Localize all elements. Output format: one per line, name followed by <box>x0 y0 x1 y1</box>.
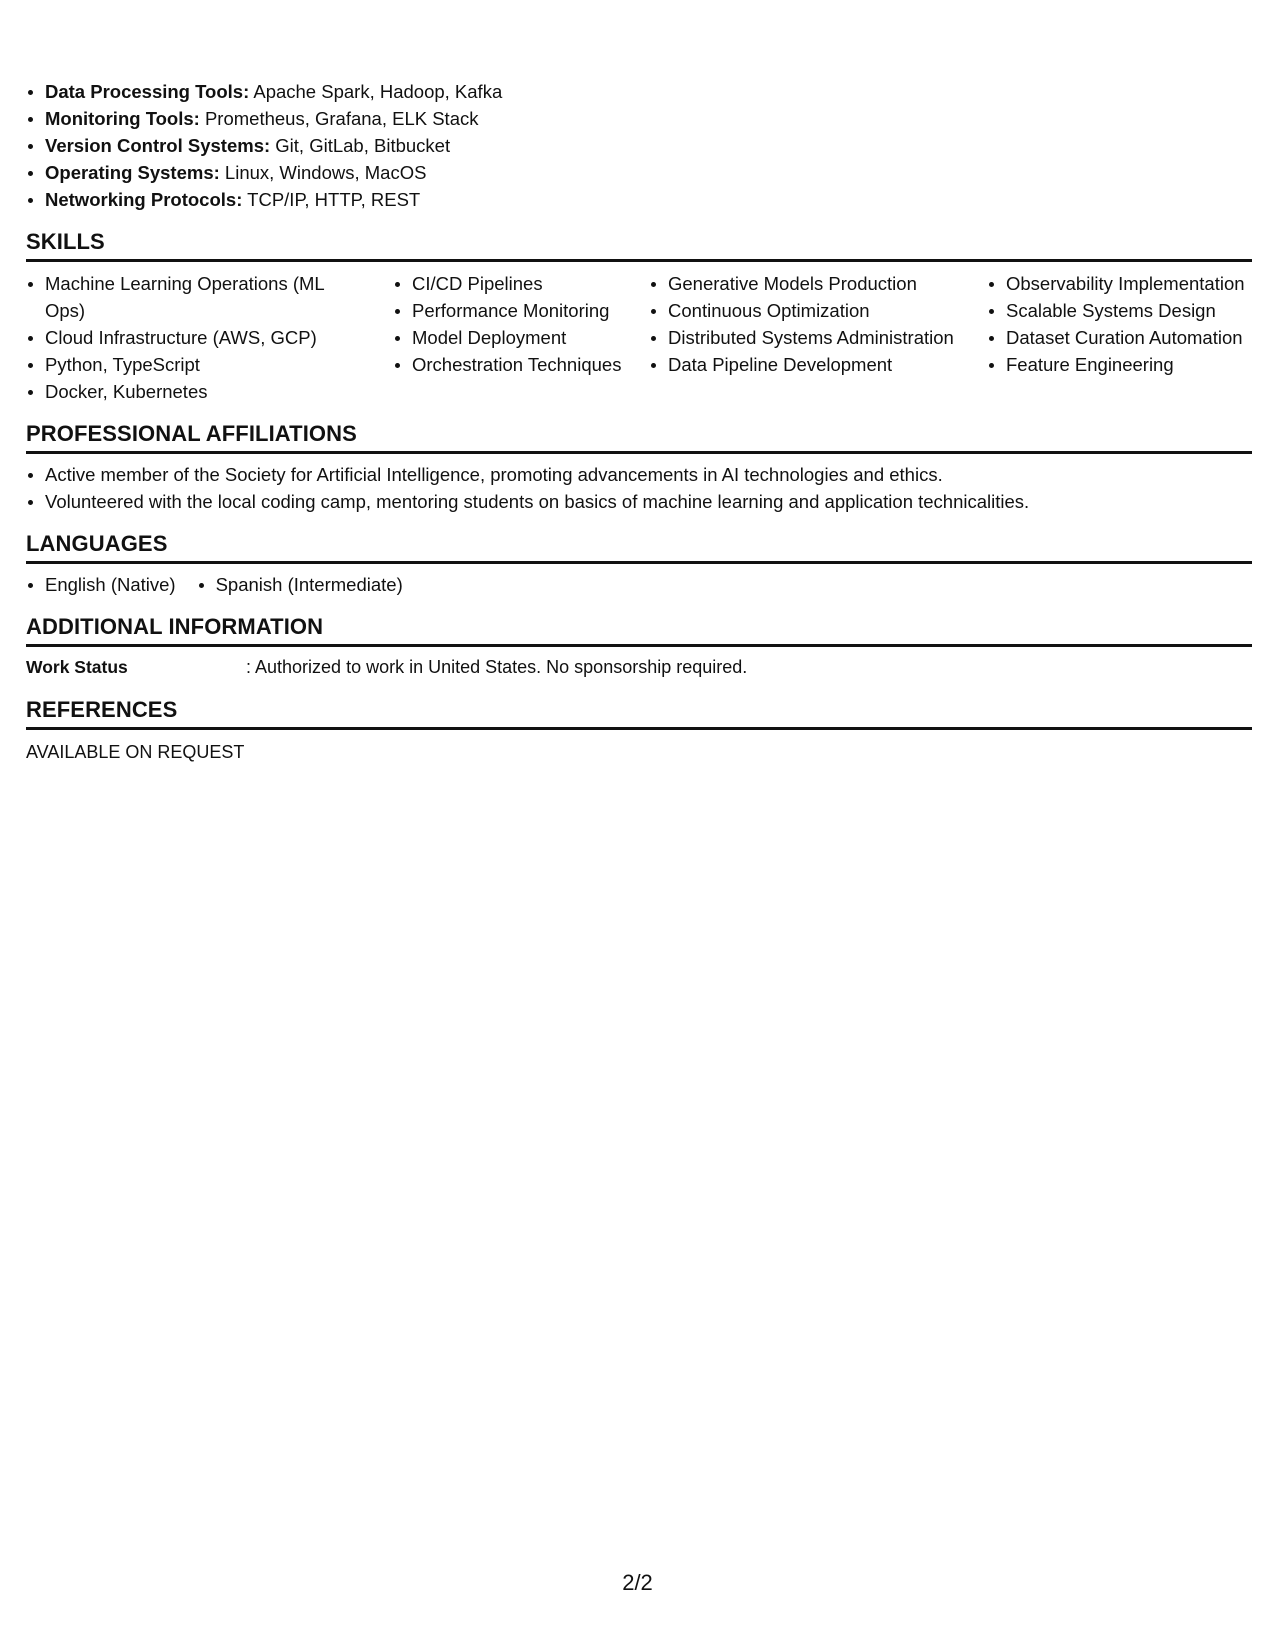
list-item <box>45 105 1252 132</box>
list-item: Observability Implementation <box>1006 270 1246 297</box>
tools-list <box>26 78 1252 213</box>
tool-label: Networking Protocols: <box>45 189 243 210</box>
list-item: Scalable Systems Design <box>1006 297 1246 324</box>
list-item: Active member of the Society for Artificial Intelligence, promoting advancements in AI technologies and ethics. <box>45 461 1252 488</box>
tool-value: TCP/IP, HTTP, REST <box>242 189 421 210</box>
skills-column <box>393 270 649 405</box>
list-item: Python, TypeScript <box>45 351 337 378</box>
list-item <box>45 78 1252 105</box>
list-item: Feature Engineering <box>1006 351 1246 378</box>
tool-value: Apache Spark, Hadoop, Kafka <box>249 81 503 102</box>
work-status-row <box>26 647 1252 681</box>
list-item: English (Native) <box>45 571 176 598</box>
list-item: Orchestration Techniques <box>412 351 632 378</box>
references-text: AVAILABLE ON REQUEST <box>26 742 245 762</box>
list-item: CI/CD Pipelines <box>412 270 632 297</box>
section-title: SKILLS <box>26 213 1252 262</box>
list-item: Docker, Kubernetes <box>45 378 337 405</box>
tool-label: Version Control Systems: <box>45 135 271 156</box>
skills-column <box>987 270 1252 405</box>
section-title: REFERENCES <box>26 681 1252 730</box>
tool-label: Operating Systems: <box>45 162 220 183</box>
skills-column <box>649 270 987 405</box>
section-title: ADDITIONAL INFORMATION <box>26 598 1252 647</box>
list-item: Volunteered with the local coding camp, mentoring students on basics of machine learning and application technicalities. <box>45 488 1252 515</box>
affiliations-list <box>26 454 1252 515</box>
work-status-label: Work Status <box>26 657 128 677</box>
work-status-value: : Authorized to work in United States. No sponsorship required. <box>246 657 748 677</box>
affiliations-section <box>26 405 1252 515</box>
tool-value: Git, GitLab, Bitbucket <box>270 135 451 156</box>
languages-list <box>26 564 1252 598</box>
list-item: Distributed Systems Administration <box>668 324 968 351</box>
list-item: Model Deployment <box>412 324 632 351</box>
list-item: Machine Learning Operations (ML Ops) <box>45 270 337 324</box>
tool-label: Monitoring Tools: <box>45 108 200 129</box>
skills-column <box>26 270 393 405</box>
section-title: LANGUAGES <box>26 515 1252 564</box>
list-item: Performance Monitoring <box>412 297 632 324</box>
list-item: Spanish (Intermediate) <box>216 571 403 598</box>
list-item <box>45 186 1252 213</box>
list-item <box>45 159 1252 186</box>
tool-label: Data Processing Tools: <box>45 81 250 102</box>
skills-grid <box>26 262 1252 405</box>
references-section <box>26 681 1252 766</box>
resume-page <box>26 78 1252 766</box>
page-number: 2/2 <box>622 1570 653 1595</box>
additional-info-section <box>26 598 1252 681</box>
tool-value: Linux, Windows, MacOS <box>219 162 427 183</box>
list-item: Continuous Optimization <box>668 297 968 324</box>
section-title: PROFESSIONAL AFFILIATIONS <box>26 405 1252 454</box>
list-item <box>45 132 1252 159</box>
list-item: Generative Models Production <box>668 270 968 297</box>
list-item: Cloud Infrastructure (AWS, GCP) <box>45 324 337 351</box>
languages-section <box>26 515 1252 598</box>
list-item: Data Pipeline Development <box>668 351 968 378</box>
tool-value: Prometheus, Grafana, ELK Stack <box>199 108 479 129</box>
list-item: Dataset Curation Automation <box>1006 324 1246 351</box>
skills-section <box>26 213 1252 405</box>
